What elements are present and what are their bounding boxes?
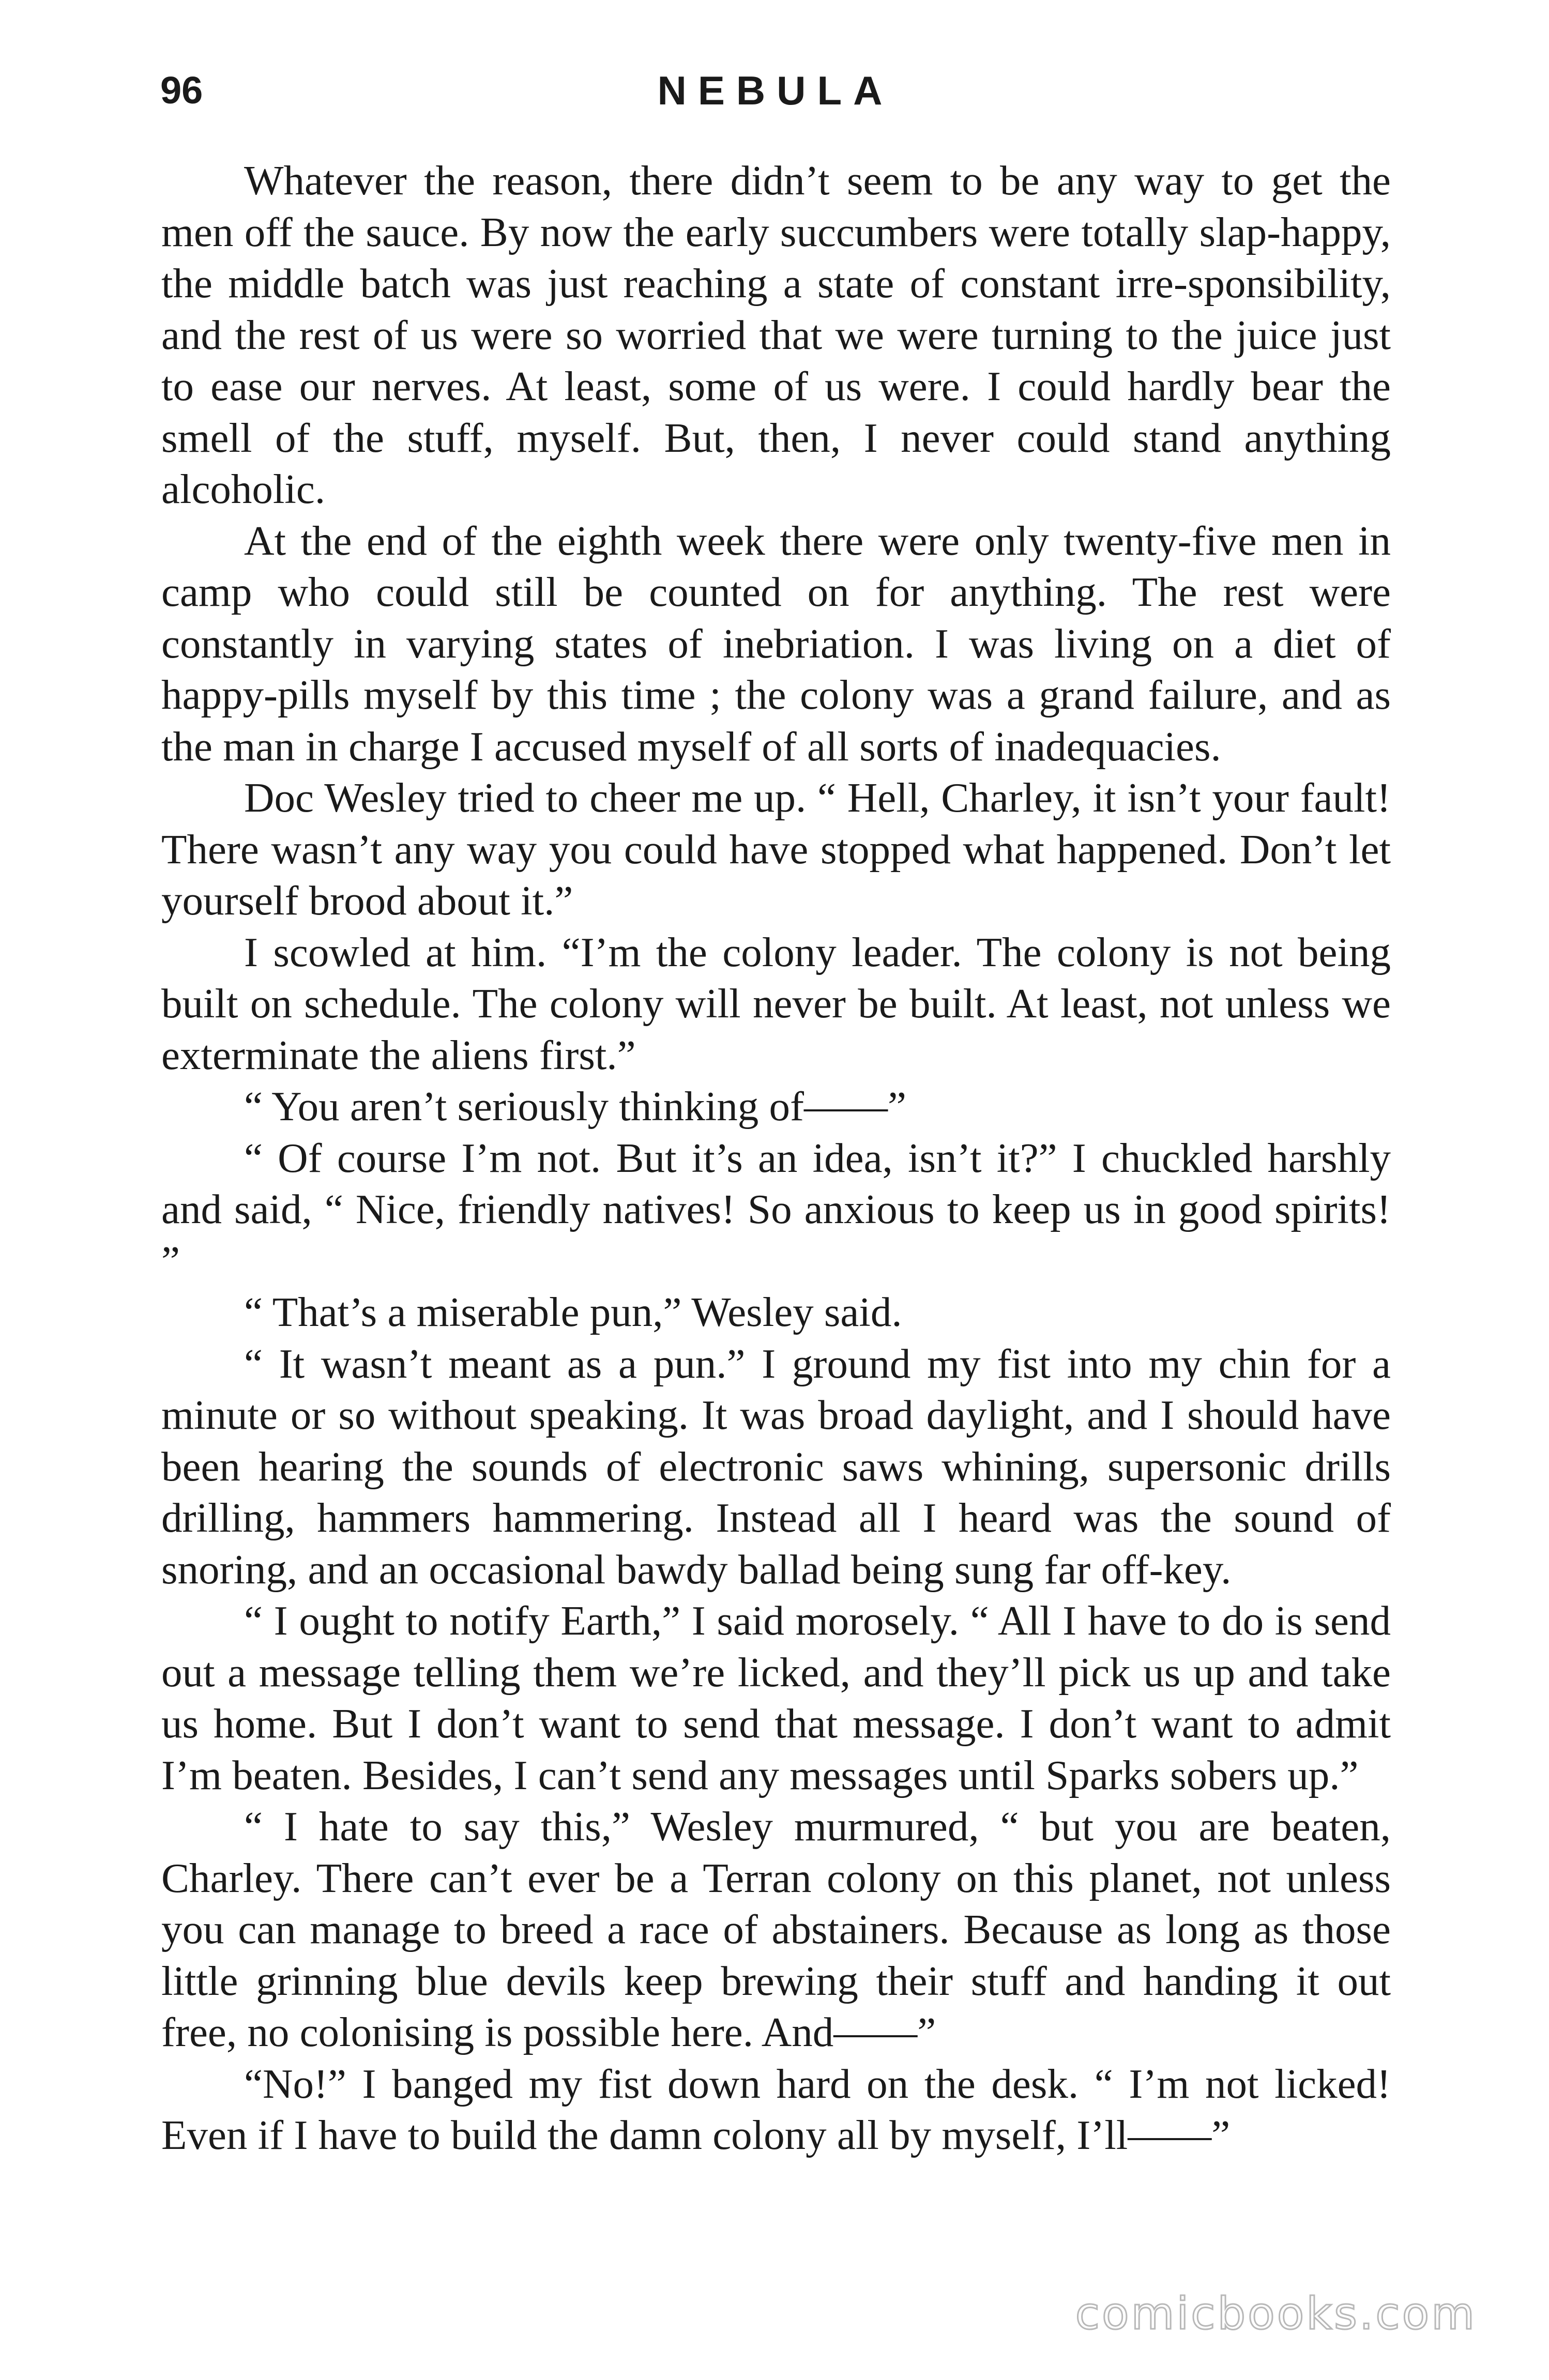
paragraph: “ It wasn’t meant as a pun.” I ground my fist into my chin for a minute or so without speaking. It was broad daylight, and I should have been hearing the sounds of electronic saws whining, supersonic drills drilling, hammers hammering. Instead all I heard was the sound of snoring, and an occasional bawdy ballad being sung far off-key. [161,1340,1391,1593]
paragraph: Whatever the reason, there didn’t seem to be any way to get the men off the sauce. By now the early succumbers were totally slap-happy, the middle batch was just reaching a state of constant irre-sponsibility, and the rest of us were so worried that we were turning to the juice just to ease our nerves. At least, some of us were. I could hardly bear the smell of the stuff, myself. But, then, I never could stand anything alcoholic. [161,157,1391,512]
story-text [161,155,1391,2161]
paragraph: “ I hate to say this,” Wesley murmured, “ but you are beaten, Charley. There can’t ever be a Terran colony on this planet, not unless you can manage to breed a race of abstainers. Because as long as those little grinning blue devils keep brewing their stuff and handing it out free, no colonising is possible here. And——” [161,1803,1391,2055]
paragraph: “ I ought to notify Earth,” I said morosely. “ All I have to do is send out a message telling them we’re licked, and they’ll pick us up and take us home. But I don’t want to send that message. I don’t want to admit I’m beaten. Besides, I can’t send any messages until Sparks sobers up.” [161,1597,1391,1798]
paragraph: I scowled at him. “I’m the colony leader. The colony is not being built on schedule. The colony will never be built. At least, not unless we exterminate the aliens first.” [161,928,1391,1078]
running-title: NEBULA [657,68,894,113]
paragraph: Doc Wesley tried to cheer me up. “ Hell, Charley, it isn’t your fault! There wasn’t any way you could have stopped what happened. Don’t let yourself brood about it.” [161,774,1391,924]
paragraph: “No!” I banged my fist down hard on the desk. “ I’m not licked! Even if I have to build the damn colony all by myself, I’ll——” [161,2060,1391,2158]
page-number: 96 [160,69,203,112]
paragraph: At the end of the eighth week there were only twenty-five men in camp who could still be counted on for anything. The rest were constantly in varying states of inebriation. I was living on a diet of happy-pills myself by this time ; the colony was a grand failure, and as the man in charge I accused myself of all sorts of inadequacies. [161,517,1391,770]
paragraph: “ Of course I’m not. But it’s an idea, isn’t it?” I chuckled harshly and said, “ Nice, friendly natives! So anxious to keep us in good spirits! ” [161,1134,1391,1284]
paragraph: “ You aren’t seriously thinking of——” [244,1083,906,1130]
page-header [160,62,1391,119]
paragraph: “ That’s a miserable pun,” Wesley said. [244,1289,902,1335]
site-watermark: comicbooks.com [1075,2288,1477,2340]
